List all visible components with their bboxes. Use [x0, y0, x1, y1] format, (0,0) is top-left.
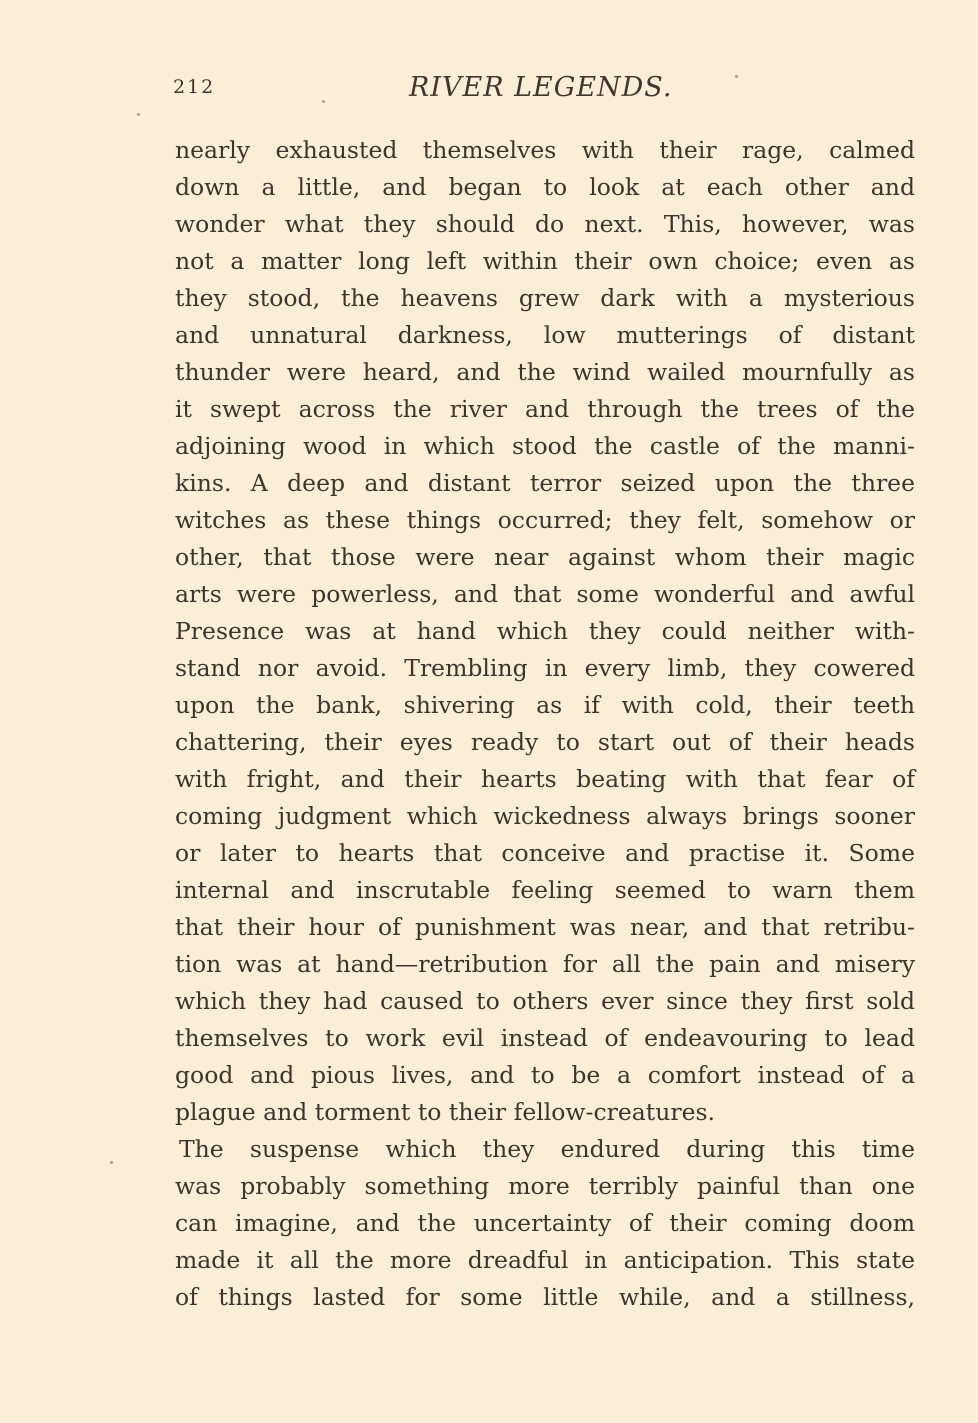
paper-speck — [735, 75, 738, 78]
paper-speck — [110, 1161, 113, 1164]
text-line: that their hour of punishment was near, and that retribu- — [175, 913, 915, 941]
text-line: and unnatural darkness, low mutterings of distant — [175, 321, 915, 349]
text-line: stand nor avoid. Trembling in every limb, they cowered — [175, 654, 915, 682]
text-line: kins. A deep and distant terror seized upon the three — [175, 469, 915, 497]
text-line: internal and inscrutable feeling seemed to warn them — [175, 876, 915, 904]
body-text — [175, 132, 915, 1316]
text-line: down a little, and began to look at each other and — [175, 173, 915, 201]
text-line: of things lasted for some little while, and a stillness, — [175, 1283, 915, 1311]
text-line: wonder what they should do next. This, however, was — [175, 210, 915, 238]
text-line: other, that those were near against whom their magic — [175, 543, 915, 571]
text-line: with fright, and their hearts beating with that fear of — [175, 765, 915, 793]
text-line: it swept across the river and through the trees of the — [175, 395, 915, 423]
text-line: thunder were heard, and the wind wailed mournfully as — [175, 358, 915, 386]
text-line: arts were powerless, and that some wonderful and awful — [175, 580, 915, 608]
page-number: 212 — [173, 76, 216, 98]
text-line: they stood, the heavens grew dark with a mysterious — [175, 284, 915, 312]
text-line: which they had caused to others ever since they first sold — [175, 987, 915, 1015]
text-line: tion was at hand—retribution for all the pain and misery — [175, 950, 915, 978]
text-line: themselves to work evil instead of endeavouring to lead — [175, 1024, 915, 1052]
text-line: plague and torment to their fellow-creatures. — [175, 1098, 716, 1126]
text-line: not a matter long left within their own choice; even as — [175, 247, 915, 275]
text-line: Presence was at hand which they could neither with- — [175, 617, 915, 645]
running-head — [173, 72, 913, 106]
text-line: adjoining wood in which stood the castle of the manni- — [175, 432, 915, 460]
text-line: or later to hearts that conceive and practise it. Some — [175, 839, 915, 867]
text-line: witches as these things occurred; they felt, somehow or — [175, 506, 915, 534]
text-line: coming judgment which wickedness always brings sooner — [175, 802, 915, 830]
text-line: made it all the more dreadful in anticipation. This state — [175, 1246, 915, 1274]
text-line: chattering, their eyes ready to start out of their heads — [175, 728, 915, 756]
running-title: RIVER LEGENDS. — [409, 72, 673, 103]
text-line: was probably something more terribly painful than one — [175, 1172, 915, 1200]
text-line: nearly exhausted themselves with their rage, calmed — [175, 136, 915, 164]
text-line: good and pious lives, and to be a comfort instead of a — [175, 1061, 915, 1089]
text-line: The suspense which they endured during this time — [179, 1135, 915, 1163]
text-line: can imagine, and the uncertainty of their coming doom — [175, 1209, 915, 1237]
paper-speck — [137, 113, 140, 116]
paper-speck — [322, 100, 325, 103]
text-line: upon the bank, shivering as if with cold, their teeth — [175, 691, 915, 719]
